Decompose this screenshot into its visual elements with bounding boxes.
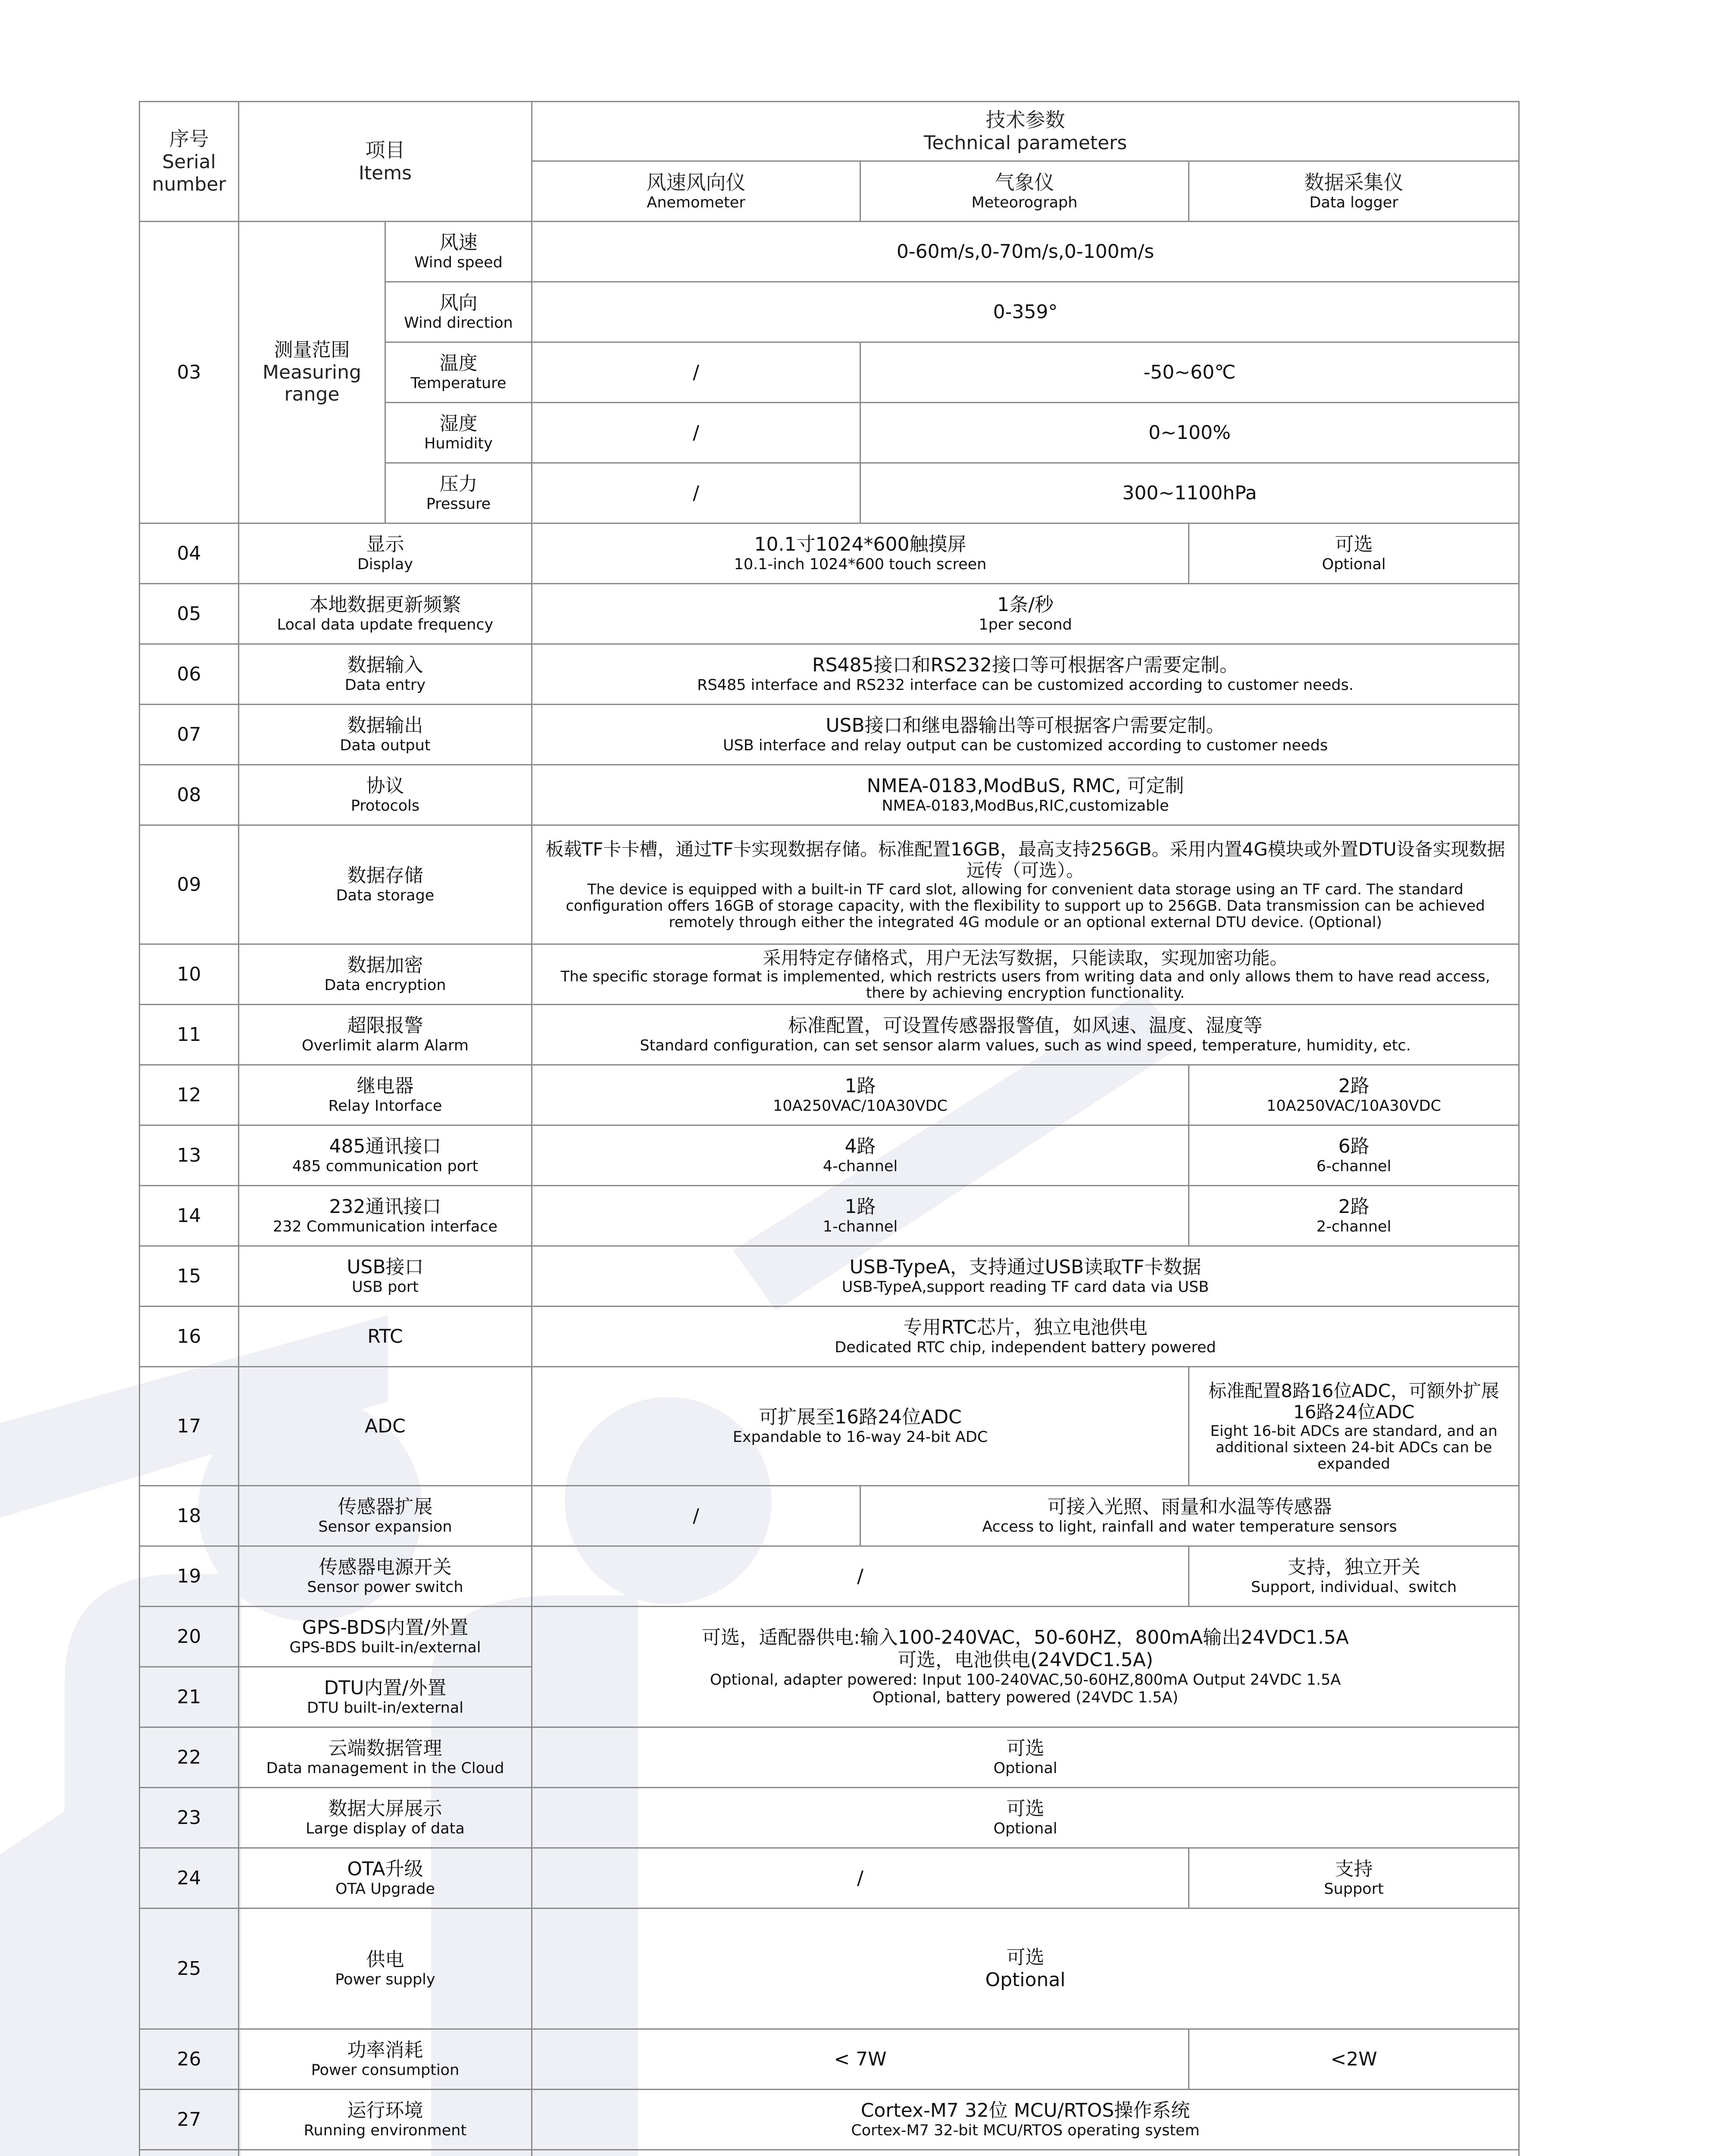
table-row <box>140 1788 1519 1848</box>
serial-cell: 06 <box>140 644 239 705</box>
value-cell: 1路 1-channel <box>532 1186 1189 1246</box>
sub-item-label: 风速 Wind speed <box>385 222 532 282</box>
serial-cell: 22 <box>140 1727 239 1788</box>
serial-cell: 21 <box>140 1667 239 1727</box>
item-label: 232通讯接口 232 Communication interface <box>239 1186 532 1246</box>
item-label: 供电 Power supply <box>239 1908 532 2029</box>
item-label: OTA升级 OTA Upgrade <box>239 1848 532 1908</box>
table-row <box>140 222 1519 282</box>
serial-cell: 25 <box>140 1908 239 2029</box>
table-row <box>140 1186 1519 1246</box>
value-cell: / <box>532 342 860 403</box>
table-row <box>140 1005 1519 1065</box>
value-cell: 可选 Optional <box>532 1727 1519 1788</box>
value-cell: 采用特定存储格式，用户无法写数据，只能读取，实现加密功能。 The specific storage format is implemented, which restricts users from writing data and only allows them to have read access, there by achieving encryption functionality. <box>532 944 1519 1005</box>
anemometer-header: 风速风向仪 Anemometer <box>532 161 860 222</box>
value-cell: / <box>532 1486 860 1546</box>
value-cell: 1路 10A250VAC/10A30VDC <box>532 1065 1189 1125</box>
table-row <box>140 944 1519 1005</box>
value-cell: USB-TypeA，支持通过USB读取TF卡数据 USB-TypeA,support reading TF card data via USB <box>532 1246 1519 1307</box>
value-cell: 支持，独立开关 Support, individual、switch <box>1189 1546 1519 1607</box>
item-label: 数据输入 Data entry <box>239 644 532 705</box>
measuring-range-label: 测量范围 Measuring range <box>239 222 385 523</box>
sub-item-label: 湿度 Humidity <box>385 403 532 463</box>
serial-header: 序号 Serial number <box>140 102 239 222</box>
item-label <box>239 2150 532 2156</box>
item-label: 功率消耗 Power consumption <box>239 2029 532 2090</box>
table-row <box>140 1727 1519 1788</box>
value-cell: 可选 Optional <box>1189 523 1519 584</box>
serial-cell: 26 <box>140 2029 239 2090</box>
sub-item-label: 温度 Temperature <box>385 342 532 403</box>
serial-cell <box>140 2150 239 2156</box>
serial-cell: 11 <box>140 1005 239 1065</box>
serial-cell: 23 <box>140 1788 239 1848</box>
serial-cell: 17 <box>140 1367 239 1486</box>
value-cell: 300~1100hPa <box>860 463 1519 523</box>
item-label: 传感器电源开关 Sensor power switch <box>239 1546 532 1607</box>
serial-cell: 19 <box>140 1546 239 1607</box>
serial-cell: 03 <box>140 222 239 523</box>
table-row <box>140 1307 1519 1367</box>
value-cell: RS485接口和RS232接口等可根据客户需要定制。 RS485 interface and RS232 interface can be customized according to customer needs. <box>532 644 1519 705</box>
serial-cell: 10 <box>140 944 239 1005</box>
meteorograph-header: 气象仪 Meteorograph <box>860 161 1189 222</box>
value-cell: 可扩展至16路24位ADC Expandable to 16-way 24-bit ADC <box>532 1367 1189 1486</box>
table-row <box>140 765 1519 825</box>
spec-table <box>139 101 1520 2156</box>
value-cell: 6路 6-channel <box>1189 1125 1519 1186</box>
value-cell: 0-60m/s,0-70m/s,0-100m/s <box>532 222 1519 282</box>
serial-cell: 20 <box>140 1607 239 1667</box>
item-label: 数据大屏展示 Large display of data <box>239 1788 532 1848</box>
item-label: USB接口 USB port <box>239 1246 532 1307</box>
value-cell: / <box>532 1546 1189 1607</box>
value-cell: < 7W <box>532 2029 1189 2090</box>
table-row <box>140 523 1519 584</box>
item-label: RTC <box>239 1307 532 1367</box>
item-label: 运行环境 Running environment <box>239 2090 532 2150</box>
item-label: 继电器 Relay Intorface <box>239 1065 532 1125</box>
item-label: 显示 Display <box>239 523 532 584</box>
value-cell: 专用RTC芯片，独立电池供电 Dedicated RTC chip, independent battery powered <box>532 1307 1519 1367</box>
serial-cell: 18 <box>140 1486 239 1546</box>
serial-cell: 04 <box>140 523 239 584</box>
serial-cell: 15 <box>140 1246 239 1307</box>
table-row <box>140 1546 1519 1607</box>
value-cell: 2路 10A250VAC/10A30VDC <box>1189 1065 1519 1125</box>
table-row <box>140 1246 1519 1307</box>
item-label: 协议 Protocols <box>239 765 532 825</box>
serial-cell: 08 <box>140 765 239 825</box>
value-cell: 0-359° <box>532 282 1519 342</box>
table-row <box>140 825 1519 944</box>
sub-item-label: 风向 Wind direction <box>385 282 532 342</box>
value-cell: 4路 4-channel <box>532 1125 1189 1186</box>
table-row <box>140 1848 1519 1908</box>
value-cell: / <box>532 463 860 523</box>
header-row <box>140 102 1519 161</box>
value-cell: Cortex-M7 32位 MCU/RTOS操作系统 Cortex-M7 32-bit MCU/RTOS operating system <box>532 2090 1519 2150</box>
value-cell: 可选 Optional <box>532 1788 1519 1848</box>
item-label: 数据加密 Data encryption <box>239 944 532 1005</box>
sub-item-label: 压力 Pressure <box>385 463 532 523</box>
item-label: 485通讯接口 485 communication port <box>239 1125 532 1186</box>
serial-cell: 05 <box>140 584 239 644</box>
serial-cell: 09 <box>140 825 239 944</box>
table-row <box>140 644 1519 705</box>
logger-header: 数据采集仪 Data logger <box>1189 161 1519 222</box>
value-cell: / <box>532 1848 1189 1908</box>
serial-cell: 27 <box>140 2090 239 2150</box>
table-row <box>140 1607 1519 1667</box>
item-label: 数据输出 Data output <box>239 705 532 765</box>
serial-cell: 13 <box>140 1125 239 1186</box>
value-cell: 板载TF卡卡槽，通过TF卡实现数据存储。标准配置16GB，最高支持256GB。采用内置4G模块或外置DTU设备实现数据远传（可选）。 The device is equipped with a built-in TF card slot, allowing for convenient data storage using an TF card. The standard configuration offers 16GB of storage capacity, with the flexibility to support up to 256GB. Data transmission can be achieved remotely through either the integrated 4G module or an optional external DTU device. (Optional) <box>532 825 1519 944</box>
table-row <box>140 1486 1519 1546</box>
value-cell: USB接口和继电器输出等可根据客户需要定制。 USB interface and relay output can be customized according to customer needs <box>532 705 1519 765</box>
item-label: 传感器扩展 Sensor expansion <box>239 1486 532 1546</box>
table-row <box>140 1908 1519 2029</box>
tech-params-header: 技术参数 Technical parameters <box>532 102 1519 161</box>
value-cell: <2W <box>1189 2029 1519 2090</box>
item-label: GPS-BDS内置/外置 GPS-BDS built-in/external <box>239 1607 532 1667</box>
value-cell: 2路 2-channel <box>1189 1186 1519 1246</box>
value-cell: 可选 Optional <box>532 1908 1519 2029</box>
value-cell: 支持 Support <box>1189 1848 1519 1908</box>
item-label: 云端数据管理 Data management in the Cloud <box>239 1727 532 1788</box>
value-cell: 1条/秒 1per second <box>532 584 1519 644</box>
serial-cell: 14 <box>140 1186 239 1246</box>
table-row <box>140 584 1519 644</box>
item-label: ADC <box>239 1367 532 1486</box>
table-row <box>140 705 1519 765</box>
serial-cell: 16 <box>140 1307 239 1367</box>
item-label: 数据存储 Data storage <box>239 825 532 944</box>
item-label: 本地数据更新频繁 Local data update frequency <box>239 584 532 644</box>
table-row <box>140 2150 1519 2156</box>
serial-cell: 24 <box>140 1848 239 1908</box>
value-cell: 0~100% <box>860 403 1519 463</box>
serial-cell: 07 <box>140 705 239 765</box>
table-row <box>140 1125 1519 1186</box>
value-cell: 标准配置，可设置传感器报警值，如风速、温度、湿度等 Standard configuration, can set sensor alarm values, such as wind speed, temperature, humidity, etc. <box>532 1005 1519 1065</box>
items-header: 项目 Items <box>239 102 532 222</box>
value-cell: 可接入光照、雨量和水温等传感器 Access to light, rainfall and water temperature sensors <box>860 1486 1519 1546</box>
table-row <box>140 2029 1519 2090</box>
item-label: 超限报警 Overlimit alarm Alarm <box>239 1005 532 1065</box>
value-cell <box>532 2150 1519 2156</box>
table-row <box>140 1367 1519 1486</box>
value-cell: 标准配置8路16位ADC，可额外扩展16路24位ADC Eight 16-bit ADCs are standard, and an additional sixteen 24-bit ADCs can be expanded <box>1189 1367 1519 1486</box>
value-cell: 可选，适配器供电:输入100-240VAC，50-60HZ，800mA输出24VDC1.5A 可选，电池供电(24VDC1.5A) Optional, adapter powered: Input 100-240VAC,50-60HZ,800mA Output 24VDC 1.5A Optional, battery powered (24VDC 1.5A) <box>532 1607 1519 1727</box>
value-cell: -50~60℃ <box>860 342 1519 403</box>
value-cell: / <box>532 403 860 463</box>
value-cell: NMEA-0183,ModBuS, RMC, 可定制 NMEA-0183,ModBus,RIC,customizable <box>532 765 1519 825</box>
item-label: DTU内置/外置 DTU built-in/external <box>239 1667 532 1727</box>
serial-cell: 12 <box>140 1065 239 1125</box>
table-row <box>140 2090 1519 2150</box>
table-row <box>140 1065 1519 1125</box>
value-cell: 10.1寸1024*600触摸屏 10.1-inch 1024*600 touch screen <box>532 523 1189 584</box>
